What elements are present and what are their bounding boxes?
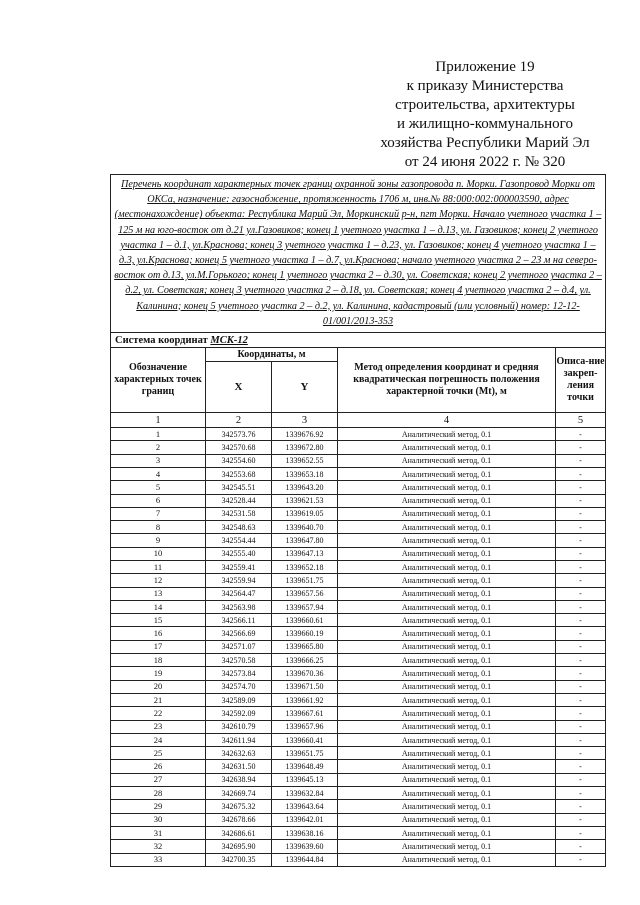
method: Аналитический метод, 0.1 [338, 733, 556, 746]
table-row [111, 507, 606, 520]
coord-y: 1339657.94 [272, 600, 338, 613]
coord-y: 1339661.92 [272, 693, 338, 706]
coord-x: 342563.98 [206, 600, 272, 613]
table-row [111, 481, 606, 494]
coord-x: 342700.35 [206, 853, 272, 866]
col-header-coords: Координаты, м [206, 348, 338, 362]
column-number-row [111, 413, 606, 428]
point-id: 4 [111, 467, 206, 480]
col-number: 1 [111, 413, 206, 428]
method: Аналитический метод, 0.1 [338, 521, 556, 534]
point-id: 3 [111, 454, 206, 467]
point-id: 31 [111, 826, 206, 839]
method: Аналитический метод, 0.1 [338, 614, 556, 627]
coord-x: 342566.11 [206, 614, 272, 627]
point-id: 2 [111, 441, 206, 454]
table-title-row [111, 175, 606, 333]
coord-y: 1339660.41 [272, 733, 338, 746]
coord-x: 342632.63 [206, 747, 272, 760]
coord-x: 342570.58 [206, 654, 272, 667]
coord-y: 1339652.18 [272, 561, 338, 574]
table-row [111, 547, 606, 560]
description: - [556, 574, 606, 587]
description: - [556, 826, 606, 839]
method: Аналитический метод, 0.1 [338, 627, 556, 640]
description: - [556, 693, 606, 706]
table-row [111, 600, 606, 613]
table-row [111, 561, 606, 574]
description: - [556, 813, 606, 826]
method: Аналитический метод, 0.1 [338, 853, 556, 866]
column-header-row [111, 348, 606, 362]
coord-x: 342638.94 [206, 773, 272, 786]
col-number: 3 [272, 413, 338, 428]
coord-x: 342675.32 [206, 800, 272, 813]
method: Аналитический метод, 0.1 [338, 813, 556, 826]
coord-y: 1339647.80 [272, 534, 338, 547]
table-row [111, 840, 606, 853]
coord-y: 1339666.25 [272, 654, 338, 667]
table-row [111, 693, 606, 706]
method: Аналитический метод, 0.1 [338, 561, 556, 574]
table-row [111, 627, 606, 640]
table-row [111, 467, 606, 480]
point-id: 27 [111, 773, 206, 786]
table-row [111, 574, 606, 587]
description: - [556, 707, 606, 720]
coord-y: 1339671.50 [272, 680, 338, 693]
description: - [556, 760, 606, 773]
method: Аналитический метод, 0.1 [338, 826, 556, 839]
coord-x: 342571.07 [206, 640, 272, 653]
coord-y: 1339648.49 [272, 760, 338, 773]
description: - [556, 600, 606, 613]
coord-y: 1339651.75 [272, 747, 338, 760]
coord-y: 1339639.60 [272, 840, 338, 853]
coord-x: 342573.84 [206, 667, 272, 680]
point-id: 20 [111, 680, 206, 693]
point-id: 11 [111, 561, 206, 574]
coord-y: 1339653.18 [272, 467, 338, 480]
col-number: 4 [338, 413, 556, 428]
coord-y: 1339660.19 [272, 627, 338, 640]
table-row [111, 813, 606, 826]
coord-y: 1339647.13 [272, 547, 338, 560]
point-id: 30 [111, 813, 206, 826]
description: - [556, 441, 606, 454]
coord-y: 1339651.75 [272, 574, 338, 587]
appendix-line: и жилищно-коммунального [397, 116, 573, 132]
description: - [556, 587, 606, 600]
coord-y: 1339645.13 [272, 773, 338, 786]
description: - [556, 680, 606, 693]
method: Аналитический метод, 0.1 [338, 467, 556, 480]
coord-x: 342589.09 [206, 693, 272, 706]
point-id: 25 [111, 747, 206, 760]
coord-y: 1339643.20 [272, 481, 338, 494]
coord-y: 1339657.56 [272, 587, 338, 600]
coord-system-label: Система координат [115, 334, 208, 346]
point-id: 6 [111, 494, 206, 507]
description: - [556, 481, 606, 494]
table-row [111, 787, 606, 800]
coord-x: 342553.68 [206, 467, 272, 480]
coord-x: 342555.40 [206, 547, 272, 560]
description: - [556, 627, 606, 640]
table-row [111, 667, 606, 680]
coord-y: 1339665.80 [272, 640, 338, 653]
coord-y: 1339657.96 [272, 720, 338, 733]
description: - [556, 614, 606, 627]
appendix-line: от 24 июня 2022 г. № 320 [404, 154, 566, 170]
coord-y: 1339660.61 [272, 614, 338, 627]
point-id: 19 [111, 667, 206, 680]
coord-x: 342592.09 [206, 707, 272, 720]
method: Аналитический метод, 0.1 [338, 693, 556, 706]
description: - [556, 561, 606, 574]
table-row [111, 654, 606, 667]
coord-x: 342545.51 [206, 481, 272, 494]
point-id: 7 [111, 507, 206, 520]
table-row [111, 760, 606, 773]
coord-x: 342554.44 [206, 534, 272, 547]
description: - [556, 640, 606, 653]
table-row [111, 494, 606, 507]
table-row [111, 521, 606, 534]
point-id: 5 [111, 481, 206, 494]
method: Аналитический метод, 0.1 [338, 587, 556, 600]
coord-system-value: МСК-12 [210, 334, 248, 346]
description: - [556, 840, 606, 853]
appendix-line: хозяйства Республики Марий Эл [380, 135, 590, 151]
method: Аналитический метод, 0.1 [338, 760, 556, 773]
table-row [111, 534, 606, 547]
appendix-header [380, 58, 590, 172]
method: Аналитический метод, 0.1 [338, 574, 556, 587]
description: - [556, 800, 606, 813]
coord-x: 342528.44 [206, 494, 272, 507]
method: Аналитический метод, 0.1 [338, 507, 556, 520]
coord-y: 1339644.84 [272, 853, 338, 866]
point-id: 14 [111, 600, 206, 613]
table-row [111, 614, 606, 627]
coord-x: 342559.41 [206, 561, 272, 574]
table-row [111, 441, 606, 454]
description: - [556, 747, 606, 760]
coord-system-row [111, 333, 606, 348]
point-id: 23 [111, 720, 206, 733]
description: - [556, 654, 606, 667]
point-id: 13 [111, 587, 206, 600]
coord-y: 1339670.36 [272, 667, 338, 680]
col-header-method: Метод определения координат и средняя квадратическая погрешность положения характерной точки (Mt), м [338, 348, 556, 413]
coord-x: 342566.69 [206, 627, 272, 640]
table-row [111, 826, 606, 839]
description: - [556, 667, 606, 680]
method: Аналитический метод, 0.1 [338, 787, 556, 800]
description: - [556, 733, 606, 746]
point-id: 16 [111, 627, 206, 640]
method: Аналитический метод, 0.1 [338, 494, 556, 507]
description: - [556, 720, 606, 733]
point-id: 9 [111, 534, 206, 547]
method: Аналитический метод, 0.1 [338, 454, 556, 467]
coord-y: 1339640.70 [272, 521, 338, 534]
table-row [111, 428, 606, 441]
description: - [556, 507, 606, 520]
table-row [111, 773, 606, 786]
coord-x: 342678.66 [206, 813, 272, 826]
point-id: 29 [111, 800, 206, 813]
col-header-x: X [206, 362, 272, 413]
table-row [111, 733, 606, 746]
table-row [111, 747, 606, 760]
coord-x: 342564.47 [206, 587, 272, 600]
coord-x: 342611.94 [206, 733, 272, 746]
col-header-point: Обозначение характерных точек границ [111, 348, 206, 413]
coord-y: 1339672.80 [272, 441, 338, 454]
appendix-line: Приложение 19 [435, 59, 535, 75]
coord-x: 342559.94 [206, 574, 272, 587]
table-row [111, 707, 606, 720]
point-id: 32 [111, 840, 206, 853]
coord-y: 1339676.92 [272, 428, 338, 441]
method: Аналитический метод, 0.1 [338, 640, 556, 653]
coord-y: 1339642.01 [272, 813, 338, 826]
col-header-desc: Описа-ние закреп-ления точки [556, 348, 606, 413]
table-row [111, 720, 606, 733]
coord-y: 1339632.84 [272, 787, 338, 800]
point-id: 26 [111, 760, 206, 773]
table-row [111, 454, 606, 467]
method: Аналитический метод, 0.1 [338, 747, 556, 760]
coord-y: 1339652.55 [272, 454, 338, 467]
point-id: 28 [111, 787, 206, 800]
col-header-y: Y [272, 362, 338, 413]
coord-x: 342531.58 [206, 507, 272, 520]
point-id: 12 [111, 574, 206, 587]
coordinates-table [110, 174, 606, 867]
table-row [111, 853, 606, 866]
method: Аналитический метод, 0.1 [338, 707, 556, 720]
table-row [111, 680, 606, 693]
description: - [556, 521, 606, 534]
point-id: 15 [111, 614, 206, 627]
method: Аналитический метод, 0.1 [338, 800, 556, 813]
table-row [111, 640, 606, 653]
description: - [556, 534, 606, 547]
point-id: 17 [111, 640, 206, 653]
col-number: 2 [206, 413, 272, 428]
coord-x: 342631.50 [206, 760, 272, 773]
description: - [556, 773, 606, 786]
description: - [556, 494, 606, 507]
description: - [556, 547, 606, 560]
method: Аналитический метод, 0.1 [338, 720, 556, 733]
point-id: 10 [111, 547, 206, 560]
appendix-line: к приказу Министерства [406, 78, 564, 94]
method: Аналитический метод, 0.1 [338, 534, 556, 547]
coord-system [111, 333, 606, 348]
object-description: Перечень координат характерных точек границ охранной зоны газопровода п. Морки. Газопровод Морки от ОКСа, назначение: газоснабжение, протяженность 1706 м, инв.№ 88:000:002:000003590, адрес (местонахождение) объекта: Республика Марий Эл, Моркинский р-н, пгт Морки. Начало учетного участка 1 – 125 м на юго-восток от д.21 ул.Газовиков; конец 1 учетного участка 1 – д.13, ул. Газовиков; конец 2 учетного участка 1 – д.1, ул.Краснова; конец 3 учетного участка 1 – д.23, ул. Газовиков; конец 4 учетного участка 1 – д.3, ул.Краснова; конец 5 учетного участка 1 – д.7, ул.Краснова; начало учетного участка 2 – 23 м на северо-восток от д.13, ул.М.Горького; конец 1 учетного участка 2 – д.30, ул. Советская; конец 2 учетного участка 2 – д.2, ул. Советская; конец 3 учетного участка 2 – д.18, ул. Советская; конец 4 учетного участка 2 – д.4, ул. Калинина; конец 5 учетного участка 2 – д.2, ул. Калинина, кадастровый (или условный) номер: 12-12-01/001/2013-353 [111, 175, 606, 333]
coord-x: 342610.79 [206, 720, 272, 733]
coord-x: 342570.68 [206, 441, 272, 454]
point-id: 8 [111, 521, 206, 534]
point-id: 22 [111, 707, 206, 720]
coord-y: 1339619.05 [272, 507, 338, 520]
description: - [556, 853, 606, 866]
appendix-line: строительства, архитектуры [395, 97, 575, 113]
method: Аналитический метод, 0.1 [338, 680, 556, 693]
method: Аналитический метод, 0.1 [338, 428, 556, 441]
coord-x: 342669.74 [206, 787, 272, 800]
point-id: 24 [111, 733, 206, 746]
table-row [111, 587, 606, 600]
method: Аналитический метод, 0.1 [338, 773, 556, 786]
method: Аналитический метод, 0.1 [338, 654, 556, 667]
coord-x: 342548.63 [206, 521, 272, 534]
coord-y: 1339667.61 [272, 707, 338, 720]
coord-x: 342574.70 [206, 680, 272, 693]
coord-x: 342554.60 [206, 454, 272, 467]
coord-y: 1339643.64 [272, 800, 338, 813]
description: - [556, 428, 606, 441]
method: Аналитический метод, 0.1 [338, 667, 556, 680]
description: - [556, 787, 606, 800]
coord-x: 342573.76 [206, 428, 272, 441]
point-id: 33 [111, 853, 206, 866]
point-id: 21 [111, 693, 206, 706]
col-number: 5 [556, 413, 606, 428]
table-row [111, 800, 606, 813]
method: Аналитический метод, 0.1 [338, 441, 556, 454]
point-id: 1 [111, 428, 206, 441]
coord-x: 342686.61 [206, 826, 272, 839]
method: Аналитический метод, 0.1 [338, 481, 556, 494]
method: Аналитический метод, 0.1 [338, 840, 556, 853]
description: - [556, 467, 606, 480]
method: Аналитический метод, 0.1 [338, 600, 556, 613]
description: - [556, 454, 606, 467]
method: Аналитический метод, 0.1 [338, 547, 556, 560]
coord-x: 342695.90 [206, 840, 272, 853]
coord-y: 1339621.53 [272, 494, 338, 507]
point-id: 18 [111, 654, 206, 667]
coord-y: 1339638.16 [272, 826, 338, 839]
